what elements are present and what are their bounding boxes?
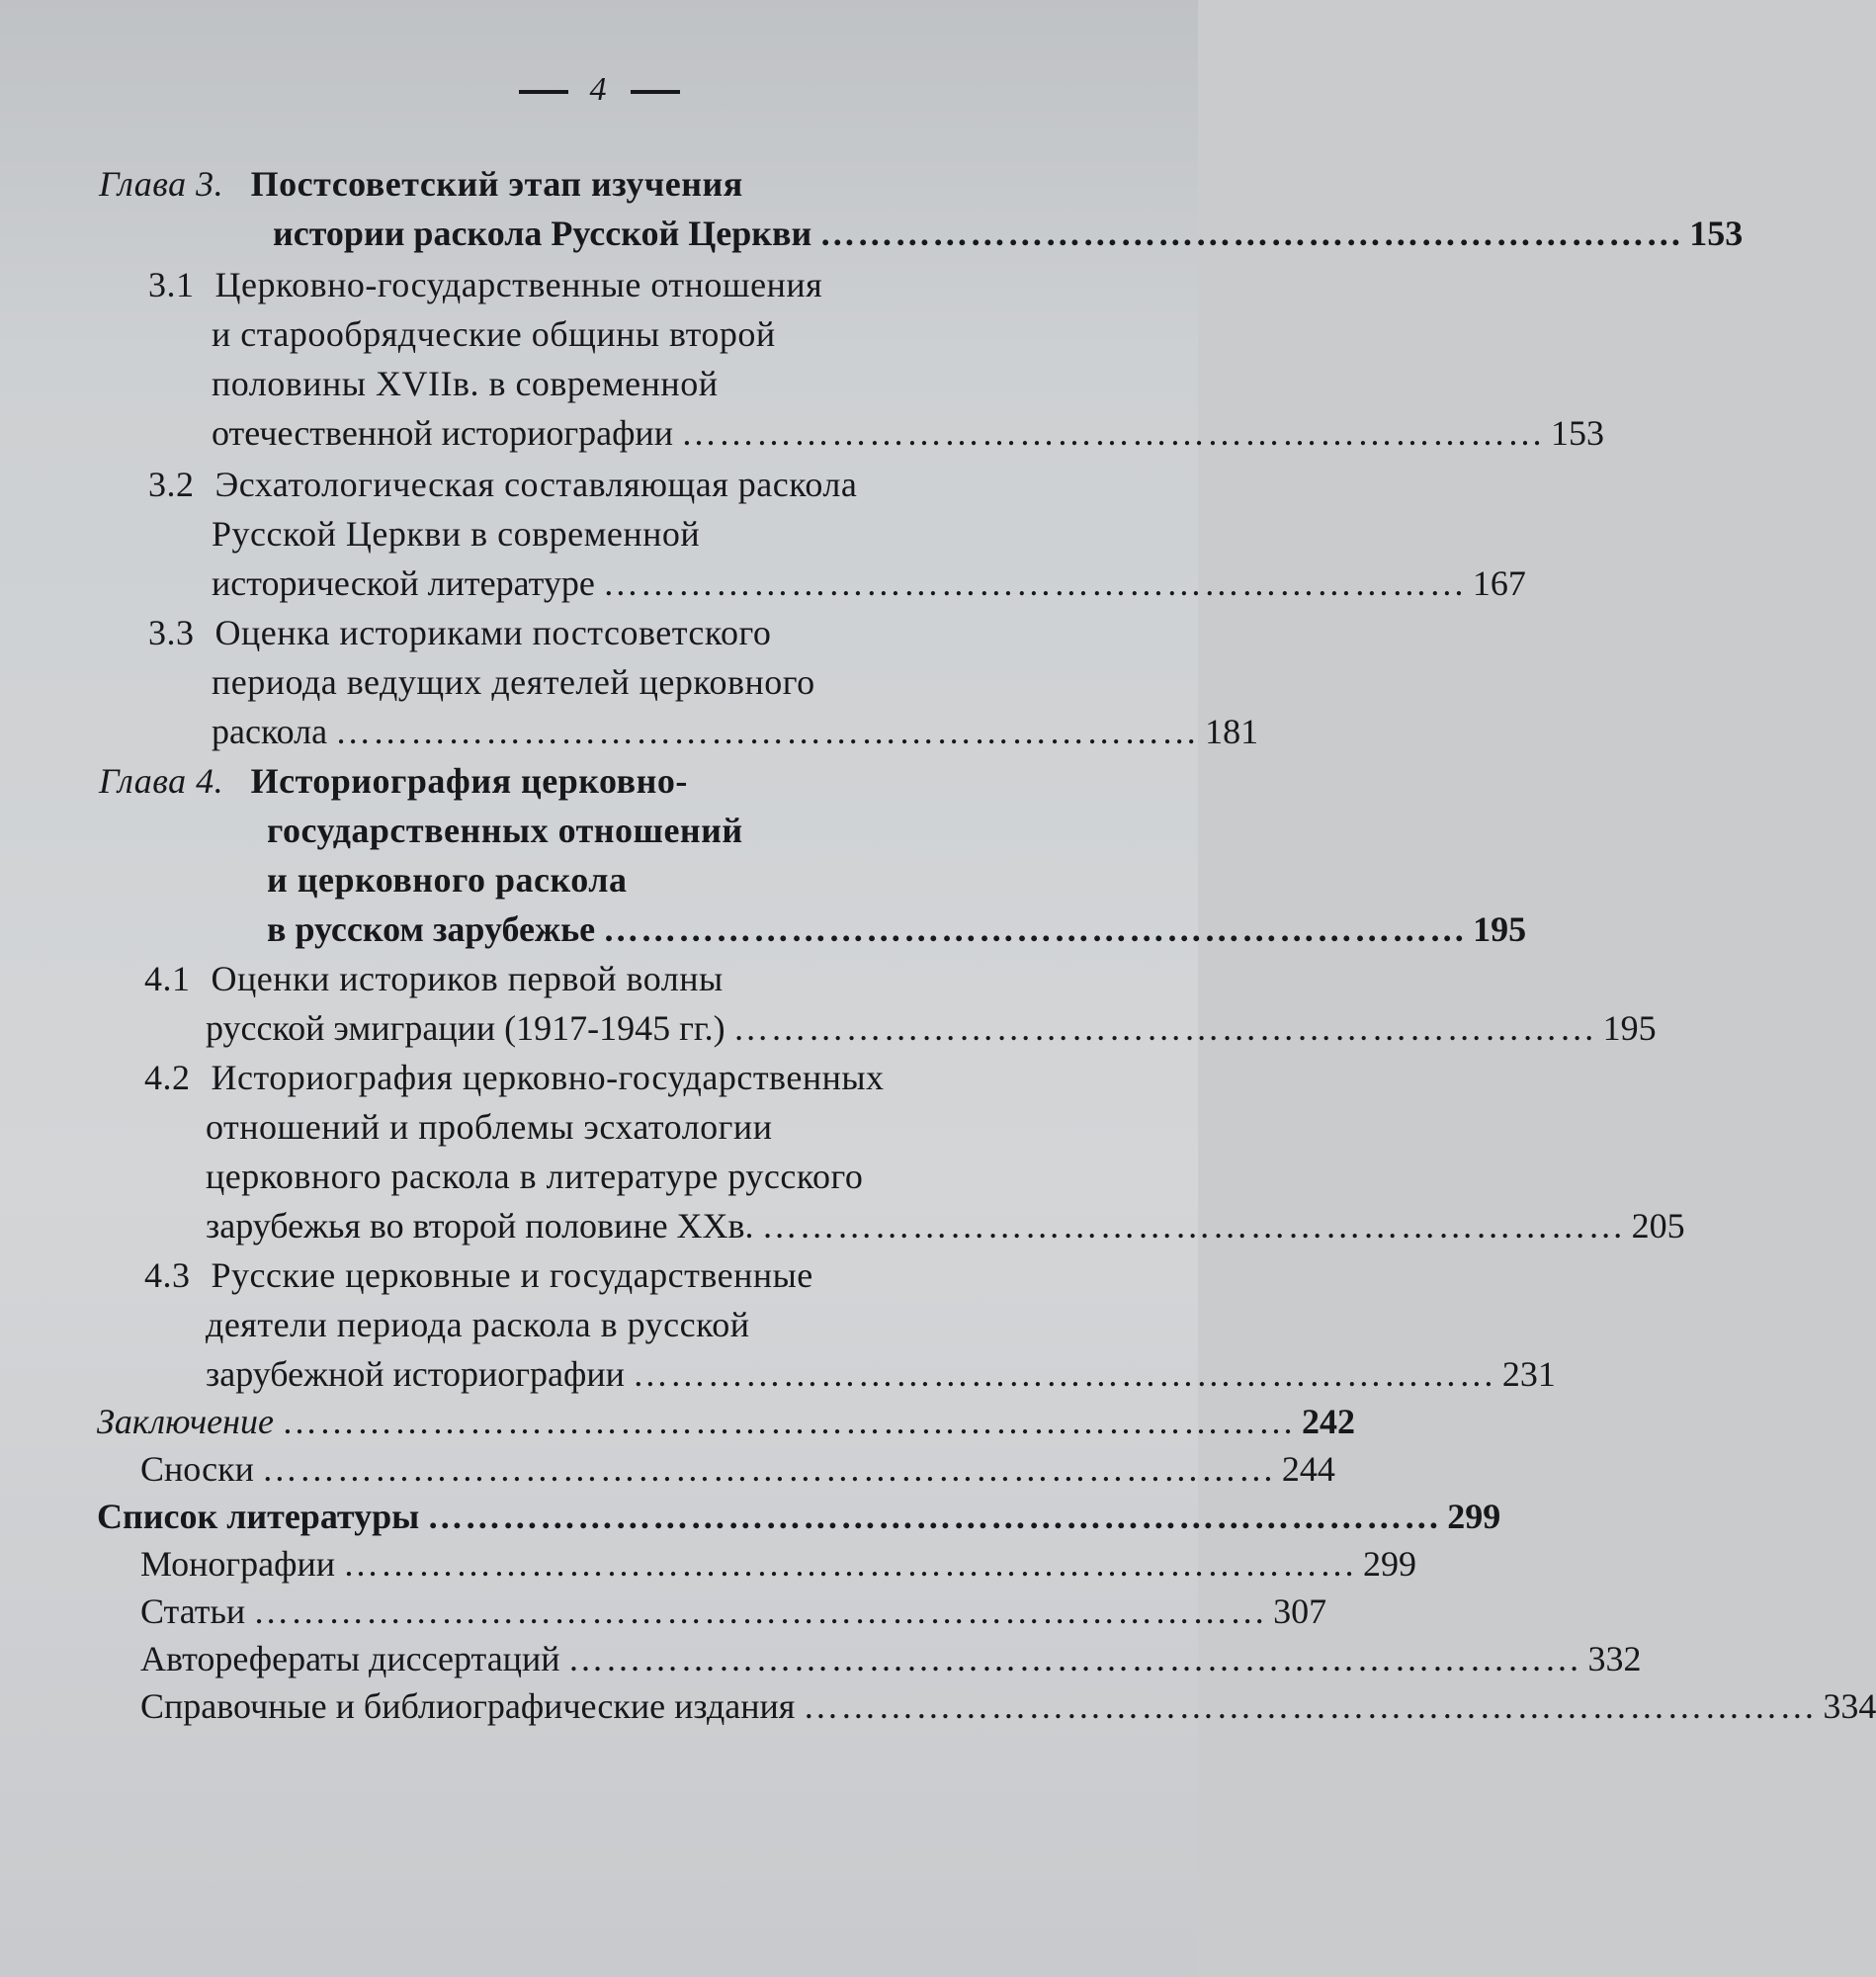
- chapter-4-heading: [99, 759, 688, 803]
- conclusion-page: 242: [1301, 1402, 1355, 1441]
- chapter-4-label: Глава 4.: [99, 761, 224, 801]
- footnotes-row: [140, 1447, 1335, 1491]
- section-4-3-number: 4.3: [144, 1255, 191, 1295]
- bibliography-item-label: Авторефераты диссертаций: [140, 1639, 560, 1678]
- dot-leader: ………………………………………………………………………: [803, 1686, 1818, 1726]
- section-4-2-row: [206, 1204, 1685, 1247]
- section-4-1-row: [206, 1006, 1657, 1050]
- dot-leader: ……………………………………………………………: [632, 1354, 1496, 1394]
- section-3-1-number: 3.1: [148, 265, 195, 304]
- dot-leader: ……………………………………………………………: [761, 1206, 1626, 1246]
- section-3-2-number: 3.2: [148, 465, 195, 504]
- section-3-3-row: [212, 710, 1259, 753]
- section-4-2-page: 205: [1631, 1206, 1685, 1246]
- conclusion-row: [97, 1400, 1355, 1443]
- section-4-2-text-4: зарубежья во второй половине ХХв.: [206, 1206, 754, 1246]
- chapter-4-page: 195: [1473, 909, 1527, 949]
- dot-leader: ……………………………………………………………: [819, 214, 1684, 253]
- dot-leader: ………………………………………………………………………: [342, 1544, 1357, 1584]
- dot-leader: ………………………………………………………………………: [281, 1402, 1296, 1441]
- section-3-2-row: [212, 561, 1526, 605]
- dot-leader: ……………………………………………………………: [335, 712, 1200, 751]
- section-3-2-page: 167: [1472, 563, 1526, 603]
- bibliography-item-page: 299: [1362, 1544, 1416, 1584]
- section-4-3-page: 231: [1501, 1354, 1556, 1394]
- section-3-2-text-2: Русской Церкви в современной: [212, 514, 701, 554]
- section-3-1-row: [212, 411, 1604, 455]
- bibliography-label: Список литературы: [97, 1497, 420, 1536]
- section-4-1-number: 4.1: [144, 959, 191, 998]
- section-4-3-text-1: Русские церковные и государственные: [211, 1255, 813, 1295]
- dot-leader: ……………………………………………………………: [602, 563, 1467, 603]
- chapter-3-title-row: [273, 212, 1744, 255]
- section-3-3-number: 3.3: [148, 613, 195, 652]
- section-3-3-line-1: [148, 611, 771, 654]
- chapter-3-title-line-1: Постсоветский этап изучения: [250, 164, 743, 204]
- dot-leader: ………………………………………………………………………: [261, 1449, 1276, 1489]
- page-number-text: 4: [589, 71, 609, 108]
- section-3-2-text-3: исторической литературе: [212, 563, 595, 603]
- section-4-1-text-2: русской эмиграции (1917-1945 гг.): [206, 1008, 725, 1048]
- section-3-1-text-4: отечественной историографии: [212, 413, 673, 453]
- bibliography-item-row: [140, 1590, 1327, 1633]
- chapter-3-label: Глава 3.: [99, 164, 224, 204]
- chapter-3-heading: [99, 162, 743, 206]
- section-4-2-text-1: Историография церковно-государственных: [211, 1058, 885, 1097]
- section-4-3-row: [206, 1352, 1556, 1396]
- bibliography-item-label: Статьи: [140, 1591, 246, 1631]
- dot-leader: ……………………………………………………………: [680, 413, 1545, 453]
- section-4-3-text-3: зарубежной историографии: [206, 1354, 625, 1394]
- dot-leader: ………………………………………………………………………: [427, 1497, 1442, 1536]
- section-4-3-line-1: [144, 1253, 813, 1297]
- chapter-4-title-row: [267, 907, 1527, 951]
- bibliography-item-label: Справочные и библиографические издания: [140, 1686, 796, 1726]
- bibliography-item-row: [140, 1637, 1642, 1680]
- footnotes-label: Сноски: [140, 1449, 254, 1489]
- section-3-1-text-1: Церковно-государственные отношения: [214, 265, 823, 304]
- chapter-3-page: 153: [1689, 214, 1744, 253]
- section-3-3-text-2: периода ведущих деятелей церковного: [212, 662, 815, 702]
- chapter-4-title-line-3: и церковного раскола: [267, 860, 628, 900]
- section-3-1-text-3: половины XVIIв. в современной: [212, 364, 719, 403]
- section-3-1-page: 153: [1550, 413, 1604, 453]
- bibliography-item-page: 334: [1823, 1686, 1876, 1726]
- bibliography-item-label: Монографии: [140, 1544, 335, 1584]
- footnotes-page: 244: [1281, 1449, 1335, 1489]
- section-4-1-page: 195: [1602, 1008, 1657, 1048]
- section-4-1-text-1: Оценки историков первой волны: [211, 959, 724, 998]
- section-4-2-line-1: [144, 1056, 885, 1099]
- dot-leader: ……………………………………………………………: [603, 909, 1468, 949]
- chapter-3-title-line-2: истории раскола Русской Церкви: [273, 214, 812, 253]
- dot-leader: ………………………………………………………………………: [253, 1591, 1268, 1631]
- section-4-1-line-1: [144, 957, 724, 1000]
- bibliography-row: [97, 1495, 1501, 1538]
- chapter-4-title-line-4: в русском зарубежье: [267, 909, 596, 949]
- section-3-3-page: 181: [1205, 712, 1259, 751]
- section-4-3-text-2: деятели периода раскола в русской: [206, 1305, 750, 1344]
- bibliography-item-page: 332: [1587, 1639, 1642, 1678]
- bibliography-page: 299: [1447, 1497, 1501, 1536]
- bibliography-item-row: [140, 1542, 1416, 1586]
- bibliography-item-row: [140, 1684, 1876, 1728]
- section-3-1-line-1: [148, 263, 822, 306]
- section-3-1-text-2: и старообрядческие общины второй: [212, 314, 776, 354]
- section-4-2-text-2: отношений и проблемы эсхатологии: [206, 1107, 773, 1147]
- section-4-2-text-3: церковного раскола в литературе русского: [206, 1157, 864, 1196]
- section-3-2-text-1: Эсхатологическая составляющая раскола: [214, 465, 858, 504]
- section-3-3-text-1: Оценка историками постсоветского: [214, 613, 772, 652]
- chapter-4-title-line-2: государственных отношений: [267, 811, 743, 850]
- chapter-4-title-line-1: Историография церковно-: [250, 761, 688, 801]
- section-3-2-line-1: [148, 463, 857, 506]
- dot-leader: ……………………………………………………………: [732, 1008, 1597, 1048]
- section-4-2-number: 4.2: [144, 1058, 191, 1097]
- bibliography-item-page: 307: [1273, 1591, 1327, 1631]
- section-3-3-text-3: раскола: [212, 712, 328, 751]
- conclusion-label: Заключение: [97, 1402, 274, 1441]
- dot-leader: ………………………………………………………………………: [567, 1639, 1582, 1678]
